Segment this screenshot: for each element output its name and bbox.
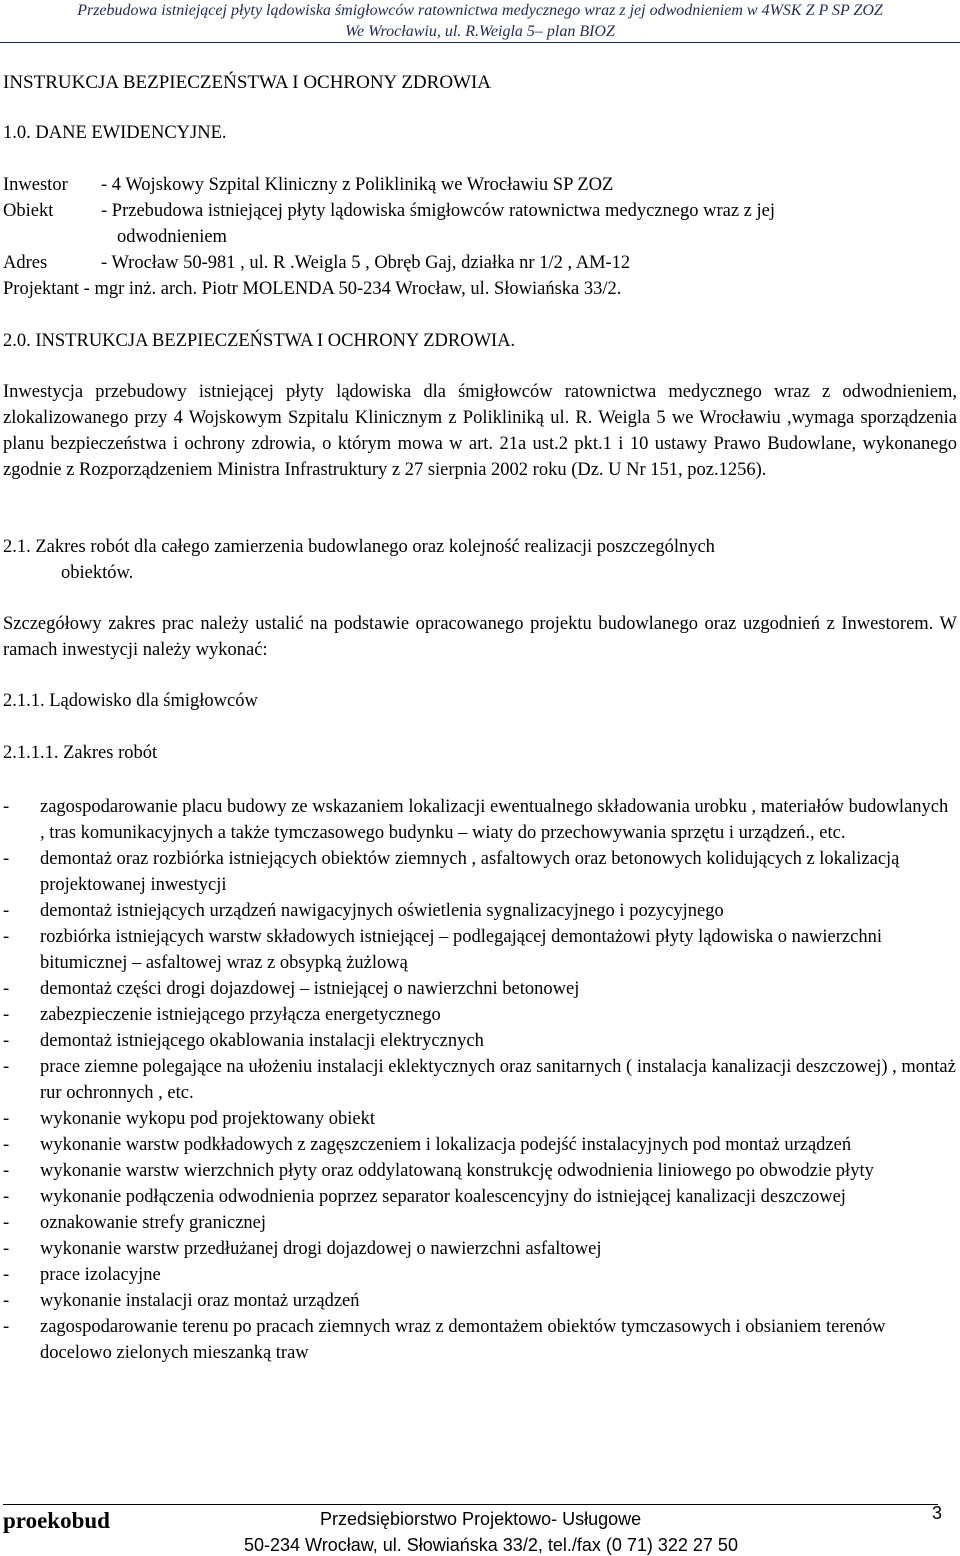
address-value: - Wrocław 50-981 , ul. R .Weigla 5 , Obręb Gaj, działka nr 1/2 , AM-12 [101, 253, 631, 273]
works-list-item [3, 1132, 957, 1158]
sub-heading-2-1: 2.1. Zakres robót dla całego zamierzenia budowlanego oraz kolejność realizacji poszczególnych [3, 537, 715, 557]
works-list-item [3, 924, 957, 976]
list-dash-marker: - [3, 1213, 10, 1233]
works-list-item-text: wykonanie podłączenia odwodnienia poprzez separator koalescencyjny do istniejącej kanalizacji deszczowej [40, 1187, 846, 1207]
list-dash-marker: - [3, 927, 10, 947]
works-list-item [3, 846, 957, 898]
header-line-2: We Wrocławiu, ul. R.Weigla 5– plan BIOZ [345, 23, 615, 40]
list-dash-marker: - [3, 1265, 10, 1285]
works-list-item [3, 1236, 957, 1262]
document-title: INSTRUKCJA BEZPIECZEŃSTWA I OCHRONY ZDROWIA [3, 72, 492, 93]
list-dash-marker: - [3, 1317, 10, 1337]
works-list-item [3, 1158, 957, 1184]
footer-company: Przedsiębiorstwo Projektowo- Usługowe [320, 1509, 642, 1529]
object-label: Obiekt [3, 201, 54, 221]
list-dash-marker: - [3, 979, 10, 999]
list-dash-marker: - [3, 1161, 10, 1181]
header-rule [0, 42, 960, 43]
footer-rule [3, 1504, 938, 1505]
section-heading-1-0: 1.0. DANE EWIDENCYJNE. [3, 123, 227, 143]
works-list-item [3, 1314, 957, 1366]
works-list [3, 794, 957, 1366]
works-list-item [3, 1028, 957, 1054]
list-dash-marker: - [3, 1291, 10, 1311]
works-list-item [3, 1002, 957, 1028]
list-dash-marker: - [3, 1239, 10, 1259]
works-list-item [3, 976, 957, 1002]
works-list-item [3, 1210, 957, 1236]
list-dash-marker: - [3, 1005, 10, 1025]
works-list-item-text: demontaż oraz rozbiórka istniejących obiektów ziemnych , asfaltowych oraz betonowych kolidujących z lokalizacją projektowanej inwestycji [40, 849, 900, 895]
works-list-item-text: zagospodarowanie placu budowy ze wskazaniem lokalizacji ewentualnego składowania urobku , materiałów budowlanych , tras komunikacyjnych a także tymczasowego budynku – wiaty do przechowywania sprzętu i urządzeń., etc. [40, 797, 949, 843]
investor-value: - 4 Wojskowy Szpital Kliniczny z Polikliniką we Wrocławiu SP ZOZ [101, 175, 614, 195]
works-list-item-text: prace izolacyjne [40, 1265, 161, 1285]
works-list-item [3, 1054, 957, 1106]
header-line-1: Przebudowa istniejącej płyty lądowiska śmigłowców ratownictwa medycznego wraz z jej odwodnieniem w 4WSK Z P SP ZOZ [77, 2, 883, 19]
object-value: - Przebudowa istniejącej płyty lądowiska śmigłowców ratownictwa medycznego wraz z jej [101, 201, 776, 221]
list-dash-marker: - [3, 1057, 10, 1077]
works-list-item-text: zabezpieczenie istniejącego przyłącza energetycznego [40, 1005, 441, 1025]
works-list-item [3, 1184, 957, 1210]
works-list-item-text: zagospodarowanie terenu po pracach ziemnych wraz z demontażem obiektów tymczasowych i obsianiem terenów docelowo zielonych mieszanką traw [40, 1317, 886, 1363]
sub-heading-2-1-cont: obiektów. [61, 563, 134, 583]
works-list-item [3, 1262, 957, 1288]
list-dash-marker: - [3, 849, 10, 869]
works-list-item-text: demontaż części drogi dojazdowej – istniejącej o nawierzchni betonowej [40, 979, 580, 999]
address-label: Adres [3, 253, 48, 273]
list-dash-marker: - [3, 1031, 10, 1051]
list-dash-marker: - [3, 1187, 10, 1207]
works-list-item-text: wykonanie warstw podkładowych z zagęszczeniem i lokalizacja podejść instalacyjnych pod montaż urządzeń [40, 1135, 852, 1155]
footer-brand: proekobud [3, 1508, 110, 1533]
works-list-item-text: demontaż istniejącego okablowania instalacji elektrycznych [40, 1031, 484, 1051]
object-value-cont: odwodnieniem [117, 227, 227, 247]
intro-paragraph: Inwestycja przebudowy istniejącej płyty lądowiska dla śmigłowców ratownictwa medycznego wraz z odwodnieniem, zlokalizowanego przy 4 Wojskowym Szpitalu Klinicznym z Polikliniką ul. R. Weigla 5 we Wrocławiu ,wymaga sporządzenia planu bezpieczeństwa i ochrony zdrowia, o którym mowa w art. 21a ust.2 pkt.1 i 10 ustawy Prawo Budowlane, wykonanego zgodnie z Rozporządzeniem Ministra Infrastruktury z 27 sierpnia 2002 roku (Dz. U Nr 151, poz.1256). [3, 382, 957, 480]
works-list-item [3, 794, 957, 846]
works-list-item-text: wykonanie instalacji oraz montaż urządzeń [40, 1291, 360, 1311]
list-dash-marker: - [3, 1109, 10, 1129]
works-list-item [3, 898, 957, 924]
list-dash-marker: - [3, 901, 10, 921]
works-list-item-text: wykonanie warstw wierzchnich płyty oraz oddylatowaną konstrukcję odwodnienia liniowego po obwodzie płyty [40, 1161, 874, 1181]
works-list-item-text: wykonanie wykopu pod projektowany obiekt [40, 1109, 375, 1129]
investor-label: Inwestor [3, 175, 68, 195]
page-number: 3 [931, 1503, 942, 1523]
footer-address: 50-234 Wrocław, ul. Słowiańska 33/2, tel./fax (0 71) 322 27 50 [244, 1535, 738, 1555]
works-list-item-text: rozbiórka istniejących warstw składowych istniejącej – podlegającej demontażowi płyty lądowiska o nawierzchni bitumicznej – asfaltowej wraz z obsypką żużlową [40, 927, 882, 973]
scope-paragraph: Szczegółowy zakres prac należy ustalić na podstawie opracowanego projektu budowlanego oraz uzgodnień z Inwestorem. W ramach inwestycji należy wykonać: [3, 614, 957, 660]
works-list-item-text: oznakowanie strefy granicznej [40, 1213, 267, 1233]
page-footer [0, 1495, 960, 1556]
page-header [0, 0, 960, 42]
works-list-item [3, 1288, 957, 1314]
list-dash-marker: - [3, 1135, 10, 1155]
designer-line: Projektant - mgr inż. arch. Piotr MOLENDA 50-234 Wrocław, ul. Słowiańska 33/2. [3, 279, 622, 299]
sub-heading-2-1-1-1: 2.1.1.1. Zakres robót [3, 743, 158, 763]
sub-heading-2-1-1: 2.1.1. Lądowisko dla śmigłowców [3, 691, 258, 711]
works-list-item-text: wykonanie warstw przedłużanej drogi dojazdowej o nawierzchni asfaltowej [40, 1239, 602, 1259]
works-list-item-text: prace ziemne polegające na ułożeniu instalacji eklektycznych oraz sanitarnych ( instalacja kanalizacji deszczowej) , montaż rur ochronnych , etc. [40, 1057, 956, 1103]
list-dash-marker: - [3, 797, 10, 817]
works-list-item-text: demontaż istniejących urządzeń nawigacyjnych oświetlenia sygnalizacyjnego i pozycyjnego [40, 901, 724, 921]
works-list-item [3, 1106, 957, 1132]
section-heading-2-0: 2.0. INSTRUKCJA BEZPIECZEŃSTWA I OCHRONY ZDROWIA. [3, 331, 516, 351]
